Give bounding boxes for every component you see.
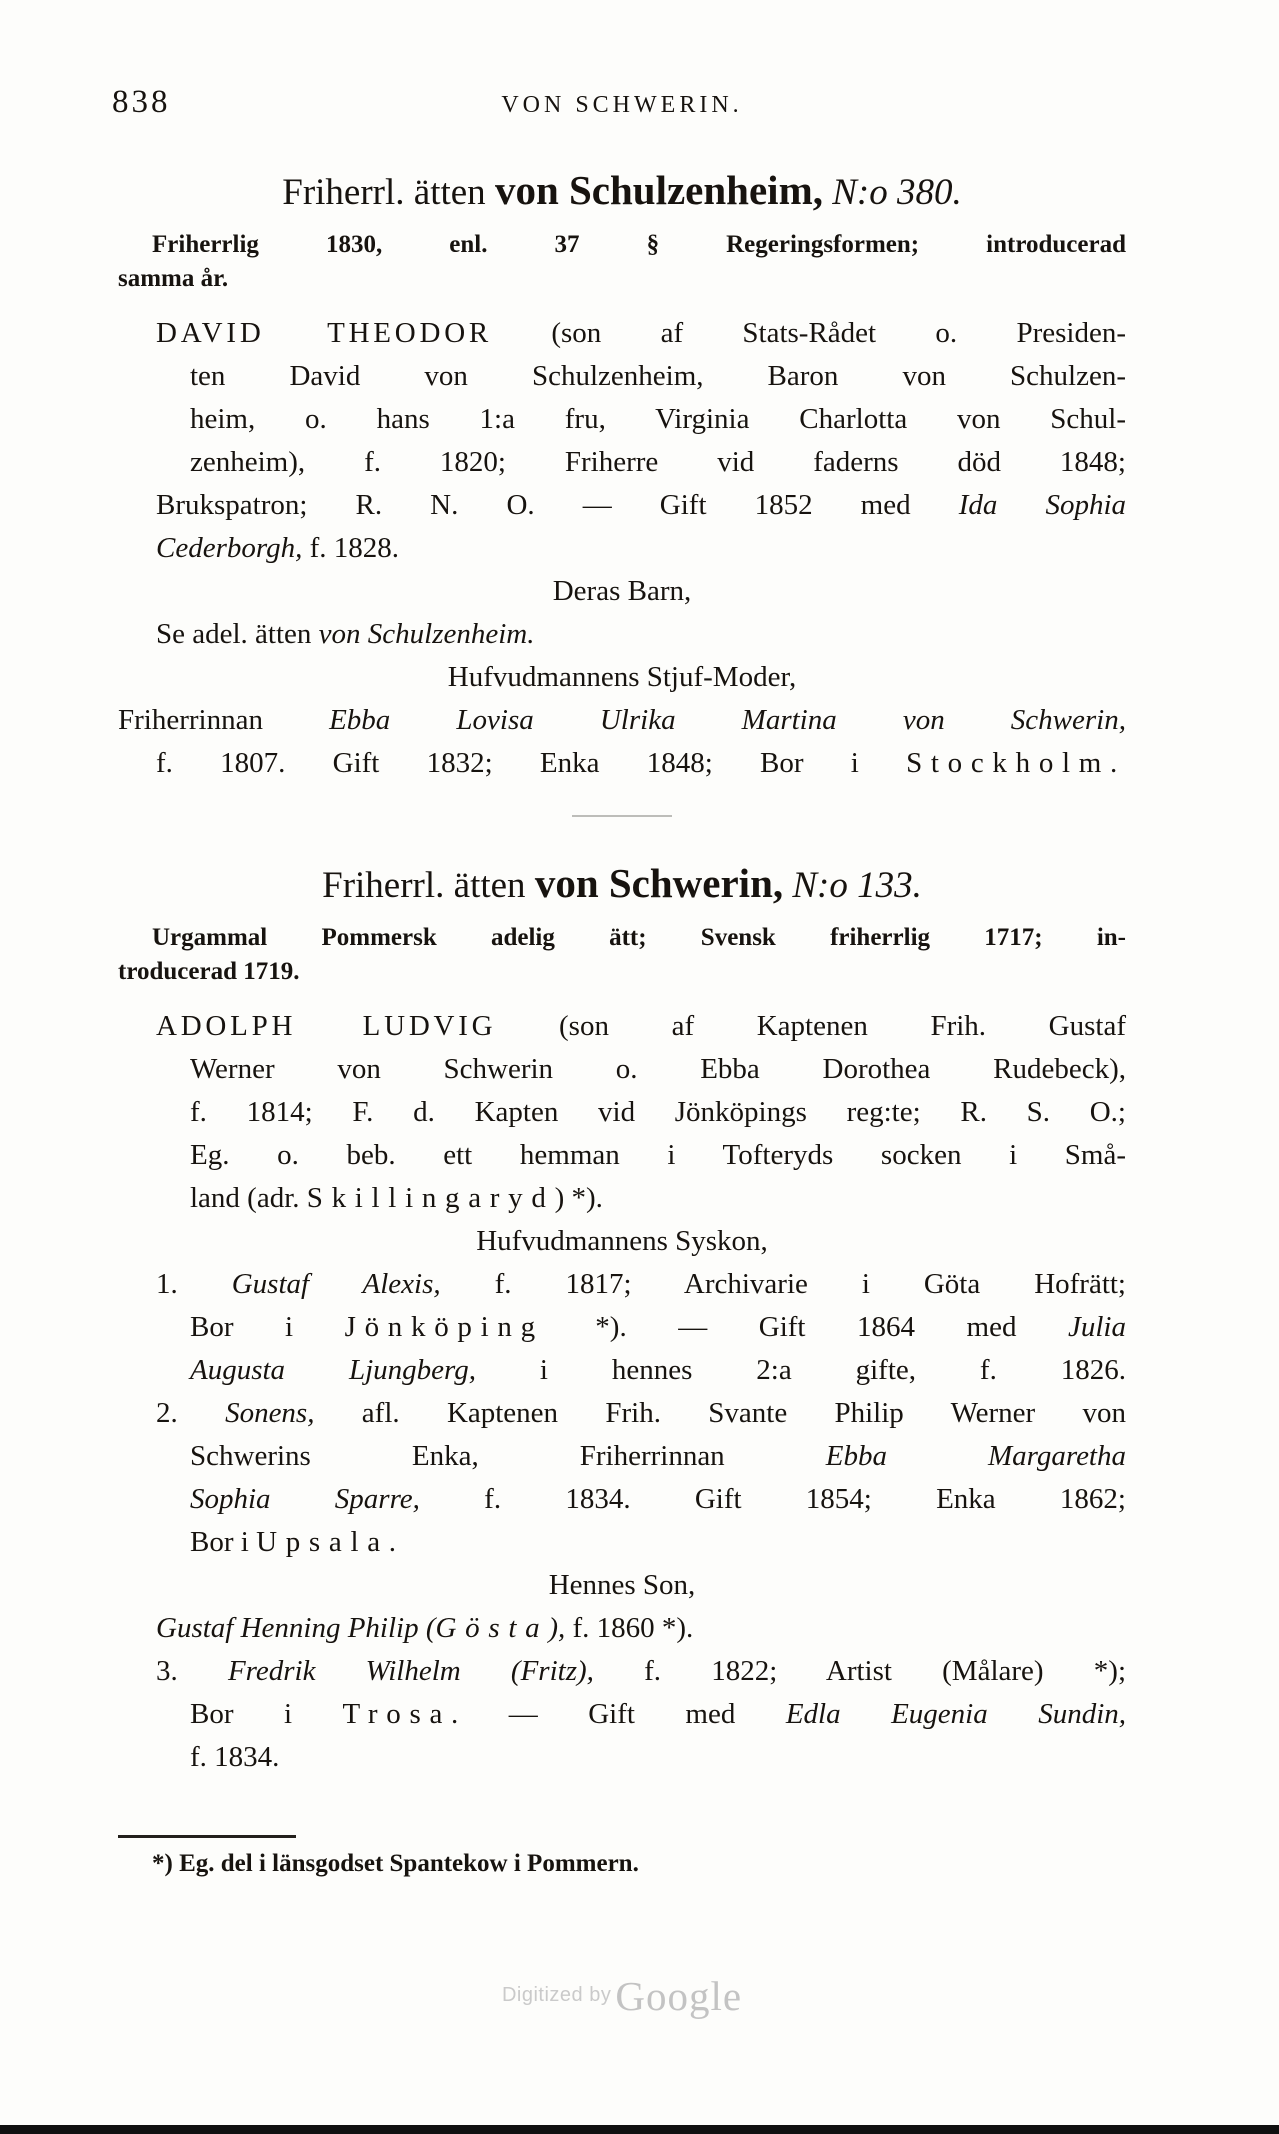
line-text: f. 1860 *). — [565, 1612, 694, 1644]
lineage-number: N:o 133. — [792, 865, 922, 906]
person-name: Julia — [1068, 1311, 1126, 1343]
place-name: Trosa — [342, 1698, 452, 1730]
page-header — [112, 84, 1126, 130]
section-title — [118, 166, 1126, 214]
footnote: *) Eg. del i länsgodset Spantekow i Pommern. — [152, 1850, 639, 1877]
line-text: f. 1828. — [302, 532, 400, 564]
genealogy-entry — [118, 312, 1126, 570]
line-text: (son af Kaptenen Frih. Gustaf — [496, 1010, 1126, 1042]
line-text: Schwerins Enka, Friherrinnan — [190, 1440, 826, 1472]
subtitle-line: Friherrlig 1830, enl. 37 § Regeringsformen; introducerad — [152, 231, 1126, 258]
person-name: Edla Eugenia Sundin, — [785, 1698, 1126, 1730]
line-text: Friherrinnan — [118, 704, 330, 736]
person-name: Gustaf Alexis, — [231, 1268, 441, 1300]
subtitle-line: samma år. — [118, 265, 229, 292]
footnote-rule — [118, 1835, 296, 1838]
person-name: Cederborgh, — [156, 532, 303, 564]
subsection-heading: Hufvudmannens Stjuf-Moder, — [447, 661, 797, 693]
line-text: ) *). — [554, 1182, 603, 1214]
genealogy-line — [118, 1521, 1126, 1564]
section-schwerin — [118, 859, 1126, 1878]
line-text: (son af Stats-Rådet o. Presiden- — [492, 317, 1126, 349]
genealogy-line: ten David von Schulzenheim, Baron von Schulzen- — [190, 360, 1126, 392]
genealogy-line — [118, 613, 1126, 656]
genealogy-line — [118, 1607, 1126, 1650]
genealogy-line — [118, 1349, 1126, 1392]
digitized-by-label: Digitized by — [501, 1984, 612, 2006]
line-text: . — [388, 1526, 397, 1558]
genealogy-entry — [118, 1005, 1126, 1220]
section-divider — [572, 815, 672, 817]
person-name: Fredrik Wilhelm (Fritz), — [227, 1655, 594, 1687]
line-text: f. 1807. Gift 1832; Enka 1848; Bor i — [156, 747, 907, 779]
scan-bottom-edge — [0, 2125, 1279, 2134]
line-text: . — Gift med — [451, 1698, 786, 1730]
genealogy-line: zenheim), f. 1820; Friherre vid faderns död 1848; — [190, 446, 1126, 478]
line-text: f. 1834. Gift 1854; Enka 1862; — [419, 1483, 1126, 1515]
genealogy-line — [118, 1693, 1126, 1736]
subsection-heading: Deras Barn, — [552, 575, 692, 607]
place-name: Jönköping — [344, 1311, 544, 1343]
person-name: Sophia Sparre, — [190, 1483, 420, 1515]
section-subtitle — [118, 921, 1126, 989]
genealogy-line: f. 1814; F. d. Kapten vid Jönköpings reg:te; R. S. O.; — [190, 1096, 1126, 1128]
section-schulzenheim — [118, 166, 1126, 785]
genealogy-line — [118, 1650, 1126, 1693]
list-item — [118, 1263, 1126, 1392]
page-number: 838 — [112, 84, 171, 120]
genealogy-line: Werner von Schwerin o. Ebba Dorothea Rudebeck), — [190, 1053, 1126, 1085]
genealogy-line — [118, 527, 1126, 570]
line-text: afl. Kaptenen Frih. Svante Philip Werner von — [314, 1397, 1126, 1429]
genealogy-line — [118, 699, 1126, 742]
place-name: Stockholm. — [906, 747, 1126, 779]
list-item-number: 3. — [156, 1655, 178, 1687]
subsection-heading: Hennes Son, — [548, 1569, 696, 1601]
person-name: Augusta Ljungberg, — [190, 1354, 476, 1386]
list-item — [118, 1392, 1126, 1564]
line-text: *). — Gift 1864 med — [543, 1311, 1068, 1343]
person-name: Gustaf Henning Philip ( — [156, 1612, 436, 1644]
list-item — [118, 1650, 1126, 1779]
person-name: Ida Sophia — [958, 489, 1126, 521]
person-name: Ebba Lovisa Ulrika Martina von Schwerin, — [329, 704, 1126, 736]
line-text: land (adr. — [190, 1182, 307, 1214]
line-text: Bor i — [190, 1311, 345, 1343]
family-name: von Schwerin, — [534, 860, 784, 906]
genealogy-line — [118, 312, 1126, 355]
line-text: Bor i — [190, 1526, 257, 1558]
google-logo: Google — [615, 1973, 743, 2019]
person-name: ADOLPH LUDVIG — [156, 1010, 497, 1042]
family-name: von Schulzenheim, — [494, 167, 823, 213]
title-prefix: Friherrl. ätten — [282, 172, 486, 213]
line-text: Bor i — [190, 1698, 343, 1730]
person-nickname: Gösta — [435, 1612, 549, 1644]
text-column — [112, 84, 1126, 1878]
genealogy-line: f. 1834. — [190, 1741, 280, 1773]
subtitle-line: Urgammal Pommersk adelig ätt; Svensk friherrlig 1717; in- — [152, 924, 1126, 951]
subsection-heading: Hufvudmannens Syskon, — [476, 1225, 768, 1257]
genealogy-line — [118, 1005, 1126, 1048]
person-name: Sonens, — [225, 1397, 315, 1429]
genealogy-line — [118, 1306, 1126, 1349]
line-text: f. 1822; Artist (Målare) *); — [593, 1655, 1126, 1687]
line-text: Brukspatron; R. N. O. — Gift 1852 med — [156, 489, 959, 521]
genealogy-line — [118, 1177, 1126, 1220]
lineage-number: N:o 380. — [832, 172, 962, 213]
genealogy-line — [118, 1392, 1126, 1435]
genealogy-line — [118, 1478, 1126, 1521]
google-watermark — [118, 1972, 1126, 2020]
genealogy-line: Eg. o. beb. ett hemman i Tofteryds socken i Små- — [190, 1139, 1126, 1171]
place-name: Upsala — [256, 1526, 389, 1558]
line-text: f. 1817; Archivarie i Göta Hofrätt; — [440, 1268, 1126, 1300]
section-title — [118, 859, 1126, 907]
genealogy-line — [118, 742, 1126, 785]
genealogy-line — [118, 1435, 1126, 1478]
place-name: Skillingaryd — [306, 1182, 555, 1214]
family-reference: von Schulzenheim. — [318, 618, 535, 650]
genealogy-line — [118, 484, 1126, 527]
title-prefix: Friherrl. ätten — [322, 865, 526, 906]
genealogy-line: heim, o. hans 1:a fru, Virginia Charlotta von Schul- — [190, 403, 1126, 435]
list-item-number: 1. — [156, 1268, 178, 1300]
list-item-number: 2. — [156, 1397, 178, 1429]
line-text: i hennes 2:a gifte, f. 1826. — [475, 1354, 1126, 1386]
line-text: Se adel. ätten — [156, 618, 319, 650]
subtitle-line: troducerad 1719. — [118, 958, 300, 985]
section-subtitle — [118, 228, 1126, 296]
genealogy-line — [118, 1263, 1126, 1306]
person-name: Ebba Margaretha — [825, 1440, 1126, 1472]
running-title: VON SCHWERIN. — [501, 92, 743, 118]
person-name: DAVID THEODOR — [156, 317, 493, 349]
person-name: ), — [548, 1612, 566, 1644]
